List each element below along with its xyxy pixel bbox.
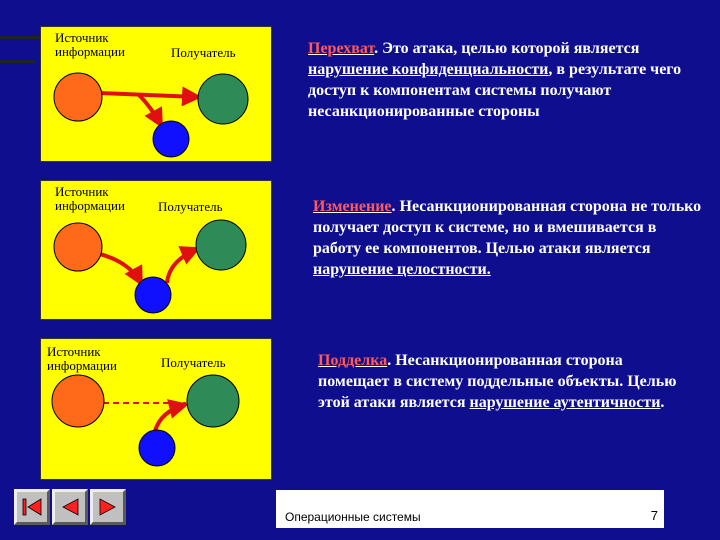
first-slide-button[interactable] — [14, 489, 50, 525]
decor-line-2 — [0, 60, 36, 63]
term-fabrication: Подделка — [318, 352, 388, 369]
previous-slide-button[interactable] — [52, 489, 88, 525]
interception-arrow-line — [99, 93, 198, 97]
diagram-interception — [40, 26, 272, 162]
source-node — [52, 375, 104, 427]
modification-arrow-to-receiver — [167, 249, 197, 283]
receiver-node — [198, 74, 248, 124]
footer — [276, 490, 664, 528]
description-text: , в результате чего доступ к компонентам системы получают несанкционированные стороны — [308, 61, 682, 120]
description-text: . Несанкционированная сторона не только получает доступ к системе, но и вмешивается в работу ее компонентов. Целью атаки является — [313, 198, 702, 257]
underlined-goal: нарушение целостности. — [313, 261, 491, 278]
page-number: 7 — [650, 508, 658, 523]
description-text: . — [660, 394, 665, 411]
underlined-goal: нарушение аутентичности — [469, 394, 661, 411]
receiver-label: Получатель — [161, 355, 226, 370]
next-slide-button[interactable] — [90, 489, 126, 525]
term-modification: Изменение — [313, 198, 392, 215]
first-slide-arrow-icon — [20, 495, 44, 519]
previous-slide-arrow-icon — [58, 495, 82, 519]
receiver-node — [196, 220, 246, 270]
fabrication-fake-arrow — [155, 405, 185, 431]
description-text: . Несанкционированная сторона помещает в систему поддельные объекты. Целью этой атаки является — [318, 352, 677, 411]
next-slide-arrow-icon — [96, 495, 120, 519]
diagram-modification — [40, 180, 272, 320]
interception-tap-arrow — [139, 95, 161, 125]
description-modification — [313, 196, 708, 280]
modifier-node — [135, 277, 171, 313]
description-fabrication — [318, 350, 698, 413]
fabricator-node — [139, 430, 175, 466]
modification-arrow-to-attacker — [96, 253, 141, 283]
description-text: . Это атака, целью которой является — [374, 40, 640, 57]
diagram-fabrication — [40, 338, 272, 480]
footer-title: Операционные системы — [285, 510, 421, 524]
receiver-label: Получатель — [171, 45, 236, 60]
description-interception — [308, 38, 708, 122]
source-label: Источник информации — [55, 184, 125, 213]
interceptor-node — [153, 121, 189, 157]
term-interception: Перехват — [308, 40, 375, 57]
receiver-node — [187, 375, 239, 427]
source-node — [54, 223, 102, 271]
decor-line-1 — [0, 36, 40, 39]
receiver-label: Получатель — [158, 199, 223, 214]
source-node — [54, 73, 102, 121]
source-label: Источник информации — [47, 344, 117, 373]
source-label: Источник информации — [55, 30, 125, 59]
underlined-goal: нарушение конфиденциальности — [308, 61, 549, 78]
